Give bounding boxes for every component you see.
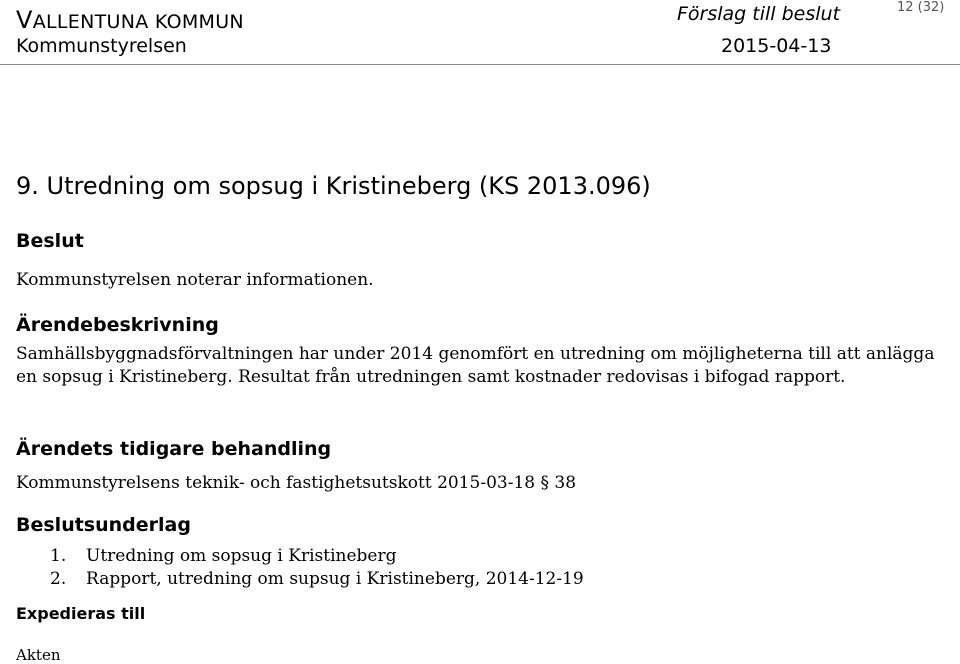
- page-number: 12 (32): [897, 0, 945, 15]
- list-item: [50, 546, 396, 566]
- list-item-number: 2.: [50, 569, 67, 589]
- list-item: [50, 569, 584, 589]
- organization-initial: V: [16, 6, 33, 34]
- expedieras-heading: Expedieras till: [16, 604, 146, 623]
- beslutsunderlag-heading: Beslutsunderlag: [16, 514, 191, 536]
- tidigare-behandling-text: Kommunstyrelsens teknik- och fastighetsutskott 2015-03-18 § 38: [16, 473, 577, 493]
- list-item-text: Utredning om sopsug i Kristineberg: [86, 546, 397, 566]
- department-name: Kommunstyrelsen: [16, 35, 187, 57]
- header-divider: [0, 64, 960, 65]
- list-item-number: 1.: [50, 546, 67, 566]
- tidigare-behandling-heading: Ärendets tidigare behandling: [16, 438, 332, 460]
- agenda-item-title: 9. Utredning om sopsug i Kristineberg (KS 2013.096): [16, 172, 651, 200]
- arendebeskrivning-text: Samhällsbyggnadsförvaltningen har under 2014 genomfört en utredning om möjligheterna till att anlägga en sopsug i Kristineberg. Resultat från utredningen samt kostnader redovisas i bifogad rapport.: [16, 344, 935, 387]
- arendebeskrivning-heading: Ärendebeskrivning: [16, 314, 219, 336]
- expedieras-recipient: Akten: [16, 646, 61, 664]
- organization-name: [16, 6, 244, 34]
- document-status: Förslag till beslut: [677, 3, 841, 25]
- beslut-heading: Beslut: [16, 230, 84, 252]
- document-date: 2015-04-13: [721, 35, 832, 57]
- organization-name-rest: ALLENTUNA KOMMUN: [32, 11, 244, 33]
- list-item-text: Rapport, utredning om supsug i Kristineberg, 2014-12-19: [86, 569, 584, 589]
- beslut-text: Kommunstyrelsen noterar informationen.: [16, 270, 374, 290]
